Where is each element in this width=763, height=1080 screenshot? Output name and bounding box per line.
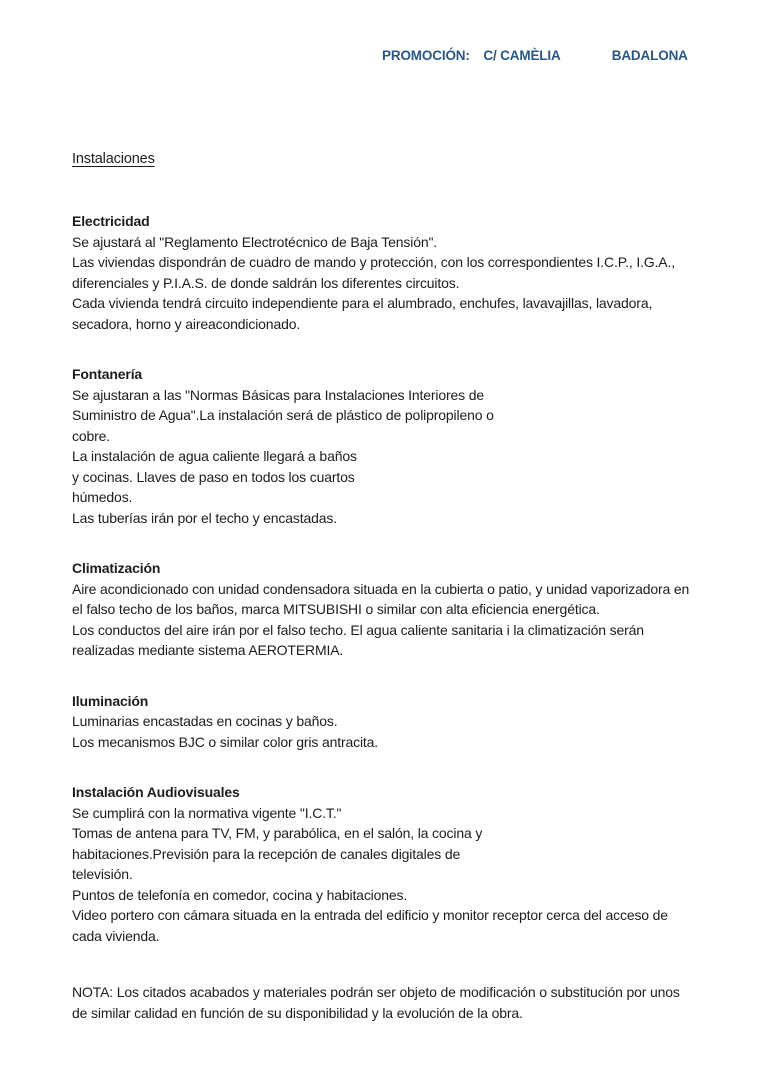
text-line: Los mecanismos BJC o similar color gris antracita.: [72, 733, 379, 750]
text-line: de similar calidad en función de su disponibilidad y la evolución de la obra.: [72, 1004, 523, 1021]
text-line: cada vivienda.: [72, 927, 160, 944]
text-line: NOTA: Los citados acabados y materiales podrán ser objeto de modificación o substitución por unos: [72, 984, 680, 1000]
section-heading: Climatización: [72, 560, 161, 576]
text-line: Las viviendas dispondrán de cuadro de mando y protección, con los correspondientes I.C.P., I.G.A.,: [72, 254, 675, 270]
text-line: Aire acondicionado con unidad condensadora situada en la cubierta o patio, y unidad vaporizadora en: [72, 580, 690, 597]
section-heading: Fontanería: [72, 366, 143, 382]
section-heading: Electricidad: [72, 213, 150, 229]
text-line: realizadas mediante sistema AEROTERMIA.: [72, 642, 344, 658]
text-line: húmedos.: [72, 489, 133, 505]
text-line: Los conductos del aire irán por el falso techo. El agua caliente sanitaria i la climatización serán: [72, 621, 644, 638]
promotion-label: PROMOCIÓN:: [382, 48, 470, 63]
page-title: Instalaciones: [72, 150, 155, 167]
text-line: cobre.: [72, 427, 111, 444]
text-line: y cocinas. Llaves de paso en todos los cuartos: [72, 468, 355, 485]
text-line: Las tuberías irán por el techo y encastadas.: [72, 509, 338, 526]
section-climatizacion: [72, 558, 713, 661]
text-line: Cada vivienda tendrá circuito independiente para el alumbrado, enchufes, lavavajillas, lavadora,: [72, 295, 653, 311]
text-line: televisión.: [72, 866, 133, 882]
section-audiovisuales: [72, 782, 713, 946]
page-header: [0, 0, 763, 67]
note-paragraph: [72, 982, 713, 1023]
promotion-city: BADALONA: [611, 48, 688, 63]
document-body: [72, 149, 713, 1024]
section-iluminacion: [72, 691, 713, 753]
text-line: Tomas de antena para TV, FM, y parabólica, en el salón, la cocina y: [72, 825, 483, 841]
text-line: secadora, horno y aireacondicionado.: [72, 315, 301, 332]
text-line: Video portero con cámara situada en la entrada del edificio y monitor receptor cerca del acceso de: [72, 907, 668, 923]
section-fontaneria: [72, 364, 713, 528]
text-line: diferenciales y P.I.A.S. de donde saldrán los diferentes circuitos.: [72, 274, 460, 291]
text-line: Se ajustaran a las "Normas Básicas para Instalaciones Interiores de: [72, 386, 485, 403]
text-line: habitaciones.Previsión para la recepción de canales digitales de: [72, 845, 461, 862]
section-heading: Iluminación: [72, 692, 149, 709]
text-line: Luminarias encastadas en cocinas y baños.: [72, 713, 338, 729]
text-line: Se ajustará al "Reglamento Electrotécnico de Baja Tensión".: [72, 233, 438, 250]
text-line: Puntos de telefonía en comedor, cocina y habitaciones.: [72, 886, 408, 903]
promotion-street: C/ CAMÈLIA: [483, 48, 561, 63]
section-heading: Instalación Audiovisuales: [72, 784, 240, 800]
text-line: el falso techo de los baños, marca MITSUBISHI o similar con alta eficiencia energética.: [72, 601, 600, 617]
text-line: Suministro de Agua".La instalación será de plástico de polipropileno o: [72, 407, 494, 423]
text-line: Se cumplirá con la normativa vigente "I.C.T.": [72, 804, 342, 821]
text-line: La instalación de agua caliente llegará a baños: [72, 448, 357, 464]
section-electricidad: [72, 211, 713, 334]
